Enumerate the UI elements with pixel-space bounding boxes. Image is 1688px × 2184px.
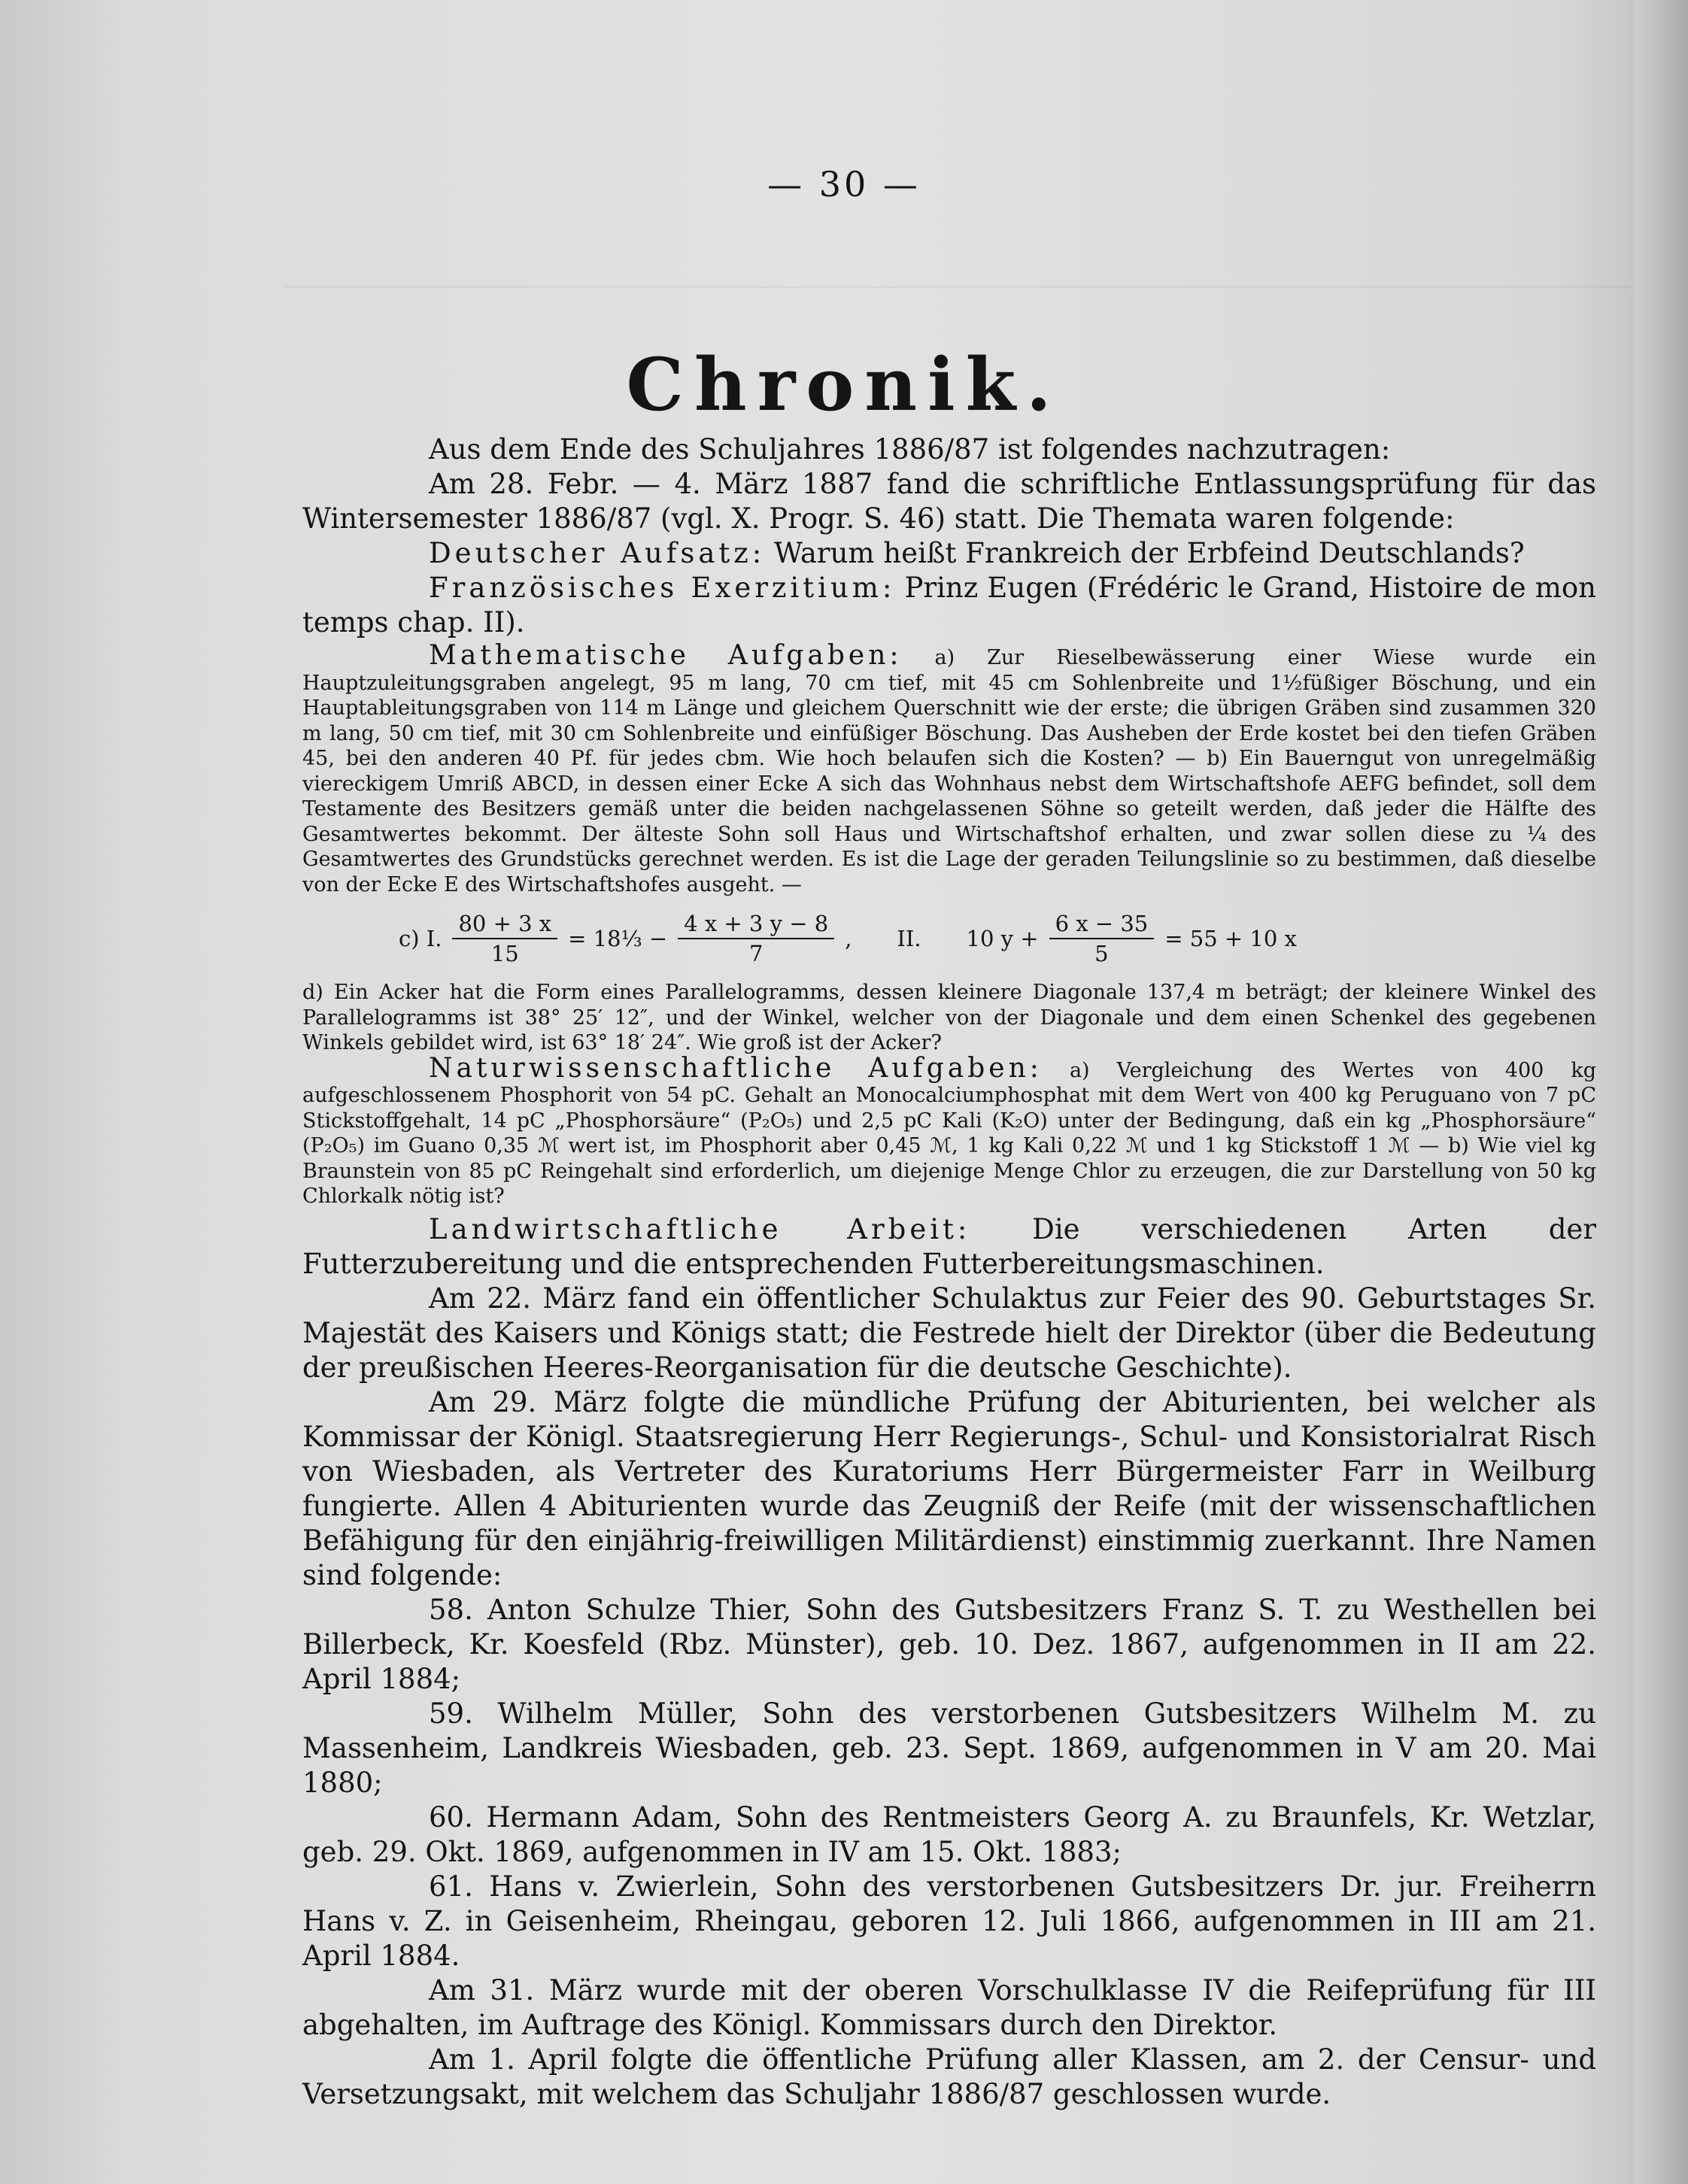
- fraction-2: [678, 911, 834, 966]
- april1-paragraph: Am 1. April folgte die öffentliche Prüfung aller Klassen, am 2. der Censur- und Versetzungsakt, mit welchem das Schuljahr 1886/87 geschlossen wurde.: [302, 2043, 1596, 2110]
- science-tasks: [302, 1052, 1596, 1209]
- equation-separator: ,: [845, 926, 852, 951]
- math-tasks-label: Mathematische Aufgaben:: [429, 640, 903, 671]
- german-essay-text: Warum heißt Frankreich der Erbfeind Deutschlands?: [774, 537, 1525, 569]
- page-edge-shadow: [1635, 0, 1688, 2184]
- fraction-3: [1049, 911, 1155, 966]
- math-task-d: d) Ein Acker hat die Form eines Parallelogramms, dessen kleinere Diagonale 137,4 m beträgt; der kleinere Winkel des Parallelogramms ist 38° 25′ 12″, und der Winkel, welcher von der Diagonale und dem einen Schenkel des gegebenen Winkels gebildet wird, ist 63° 18′ 24″. Wie groß ist der Acker?: [302, 981, 1596, 1054]
- march31-paragraph: Am 31. März wurde mit der oberen Vorschulklasse IV die Reifeprüfung für III abgehalten, im Auftrage des Königl. Kommissars durch den Direktor.: [302, 1973, 1596, 2041]
- fraction-1-numerator: 80 + 3 x: [452, 911, 557, 939]
- science-tasks-text: a) Vergleichung des Wertes von 400 kg aufgeschlossenem Phosphorit von 54 pC. Gehalt an Monocalciumphosphat mit dem Wert von 400 kg Peruguano von 7 pC Stickstoffgehalt, 14 pC „Phosphorsäure“ (P₂O₅) und 2,5 pC Kali (K₂O) unter der Bedingung, daß ein kg „Phosphorsäure“ (P₂O₅) im Guano 0,35 ℳ wert ist, im Phosphorit aber 0,45 ℳ, 1 kg Kali 0,22 ℳ und 1 kg Stickstoff 1 ℳ — b) Wie viel kg Braunstein von 85 pC Reingehalt sind erforderlich, um diejenige Menge Chlor zu erzeugen, die zur Darstellung von 50 kg Chlorkalk nötig ist?: [302, 1058, 1596, 1208]
- fraction-1: [452, 911, 557, 966]
- student-59: 59. Wilhelm Müller, Sohn des verstorbenen Gutsbesitzers Wilhelm M. zu Massenheim, Landkreis Wiesbaden, geb. 23. Sept. 1869, aufgenommen in V am 20. Mai 1880;: [302, 1697, 1596, 1799]
- fraction-2-denominator: 7: [748, 941, 764, 966]
- agriculture-task-text: Die verschiedenen Arten der Futterzubereitung und die entsprechenden Futterbereitungsmaschinen.: [302, 1212, 1597, 1280]
- page-title: Chronik.: [626, 342, 1062, 427]
- equation-1-rhs: = 18⅓ −: [568, 926, 668, 951]
- french-exercise: [302, 571, 1596, 640]
- french-exercise-label: Französisches Exerzitium:: [429, 572, 896, 604]
- fraction-1-denominator: 15: [490, 941, 519, 966]
- formula-label-ii: II.: [897, 926, 921, 951]
- student-58: 58. Anton Schulze Thier, Sohn des Gutsbesitzers Franz S. T. zu Westhellen bei Billerbeck, Kr. Koesfeld (Rbz. Münster), geb. 10. Dez. 1867, aufgenommen in II am 22. April 1884;: [302, 1593, 1596, 1695]
- german-essay-label: Deutscher Aufsatz:: [429, 537, 766, 569]
- fraction-3-numerator: 6 x − 35: [1049, 911, 1155, 939]
- page-number: — 30 —: [767, 164, 921, 205]
- science-tasks-label: Naturwissenschaftliche Aufgaben:: [429, 1052, 1043, 1084]
- march29-paragraph: Am 29. März folgte die mündliche Prüfung der Abiturienten, bei welcher als Kommissar der Königl. Staatsregierung Herr Regierungs-, Schul- und Konsistorialrat Risch von Wiesbaden, als Vertreter des Kuratoriums Herr Bürgermeister Farr in Weilburg fungierte. Allen 4 Abiturienten wurde das Zeugniß der Reife (mit der wissenschaftlichen Befähigung für den einjährig-freiwilligen Militärdienst) einstimmig zuerkannt. Ihre Namen sind folgende:: [302, 1385, 1596, 1591]
- math-equations: [399, 897, 1596, 980]
- agriculture-task: [302, 1212, 1596, 1282]
- student-60: 60. Hermann Adam, Sohn des Rentmeisters Georg A. zu Braunfels, Kr. Wetzlar, geb. 29. Okt. 1869, aufgenommen in IV am 15. Okt. 1883;: [302, 1800, 1596, 1868]
- march22-paragraph: Am 22. März fand ein öffentlicher Schulaktus zur Feier des 90. Geburtstages Sr. Majestät des Kaisers und Königs statt; die Festrede hielt der Direktor (über die Bedeutung der preußischen Heeres-Reorganisation für die deutsche Geschichte).: [302, 1282, 1596, 1384]
- math-tasks: [302, 640, 1596, 897]
- math-tasks-text: a) Zur Rieselbewässerung einer Wiese wurde ein Hauptzuleitungsgraben angelegt, 95 m lang, 70 cm tief, mit 45 cm Sohlenbreite und 1½füßiger Böschung, und ein Hauptableitungsgraben von 114 m Länge und gleichem Querschnitt wie der erste; die übrigen Gräben sind zusammen 320 m lang, 50 cm tief, mit 30 cm Sohlenbreite und einfüßiger Böschung. Das Ausheben der Erde kostet bei den tiefen Gräben 45, bei den anderen 40 Pf. für jedes cbm. Wie hoch belaufen sich die Kosten? — b) Ein Bauerngut von unregelmäßig viereckigem Umriß ABCD, in dessen einer Ecke A sich das Wohnhaus nebst dem Wirtschaftshofe AEFG befindet, soll dem Testamente des Besitzers gemäß unter die beiden nachgelassenen Söhne so geteilt werden, daß jeder die Hälfte des Gesamtwertes bekommt. Der älteste Sohn soll Haus und Wirtschaftshof erhalten, und zwar sollen diese zu ¼ des Gesamtwertes des Grundstücks gerechnet werden. Es ist die Lage der geraden Teilungslinie so zu bestimmen, daß dieselbe von der Ecke E des Wirtschaftshofes ausgeht. —: [302, 646, 1596, 896]
- formula-label-c: c) I.: [399, 926, 442, 951]
- fraction-3-denominator: 5: [1094, 941, 1109, 966]
- equation-2-lhs: 10 y +: [966, 926, 1039, 951]
- agriculture-task-label: Landwirtschaftliche Arbeit:: [429, 1212, 971, 1245]
- document-body: [302, 432, 1596, 2112]
- equation-2-rhs: = 55 + 10 x: [1164, 926, 1297, 951]
- intro-paragraph: Aus dem Ende des Schuljahres 1886/87 ist folgendes nachzutragen:: [429, 433, 1391, 466]
- german-essay: [302, 536, 1596, 571]
- exam-paragraph: Am 28. Febr. — 4. März 1887 fand die schriftliche Entlassungsprüfung für das Wintersemester 1886/87 (vgl. X. Progr. S. 46) statt. Die Themata waren folgende:: [302, 468, 1596, 535]
- french-exercise-text: Prinz Eugen (Frédéric le Grand, Histoire de mon temps chap. II).: [302, 572, 1596, 639]
- student-61: 61. Hans v. Zwierlein, Sohn des verstorbenen Gutsbesitzers Dr. jur. Freiherrn Hans v. Z. in Geisenheim, Rheingau, geboren 12. Juli 1866, aufgenommen in III am 21. April 1884.: [302, 1870, 1596, 1972]
- fraction-2-numerator: 4 x + 3 y − 8: [678, 911, 834, 939]
